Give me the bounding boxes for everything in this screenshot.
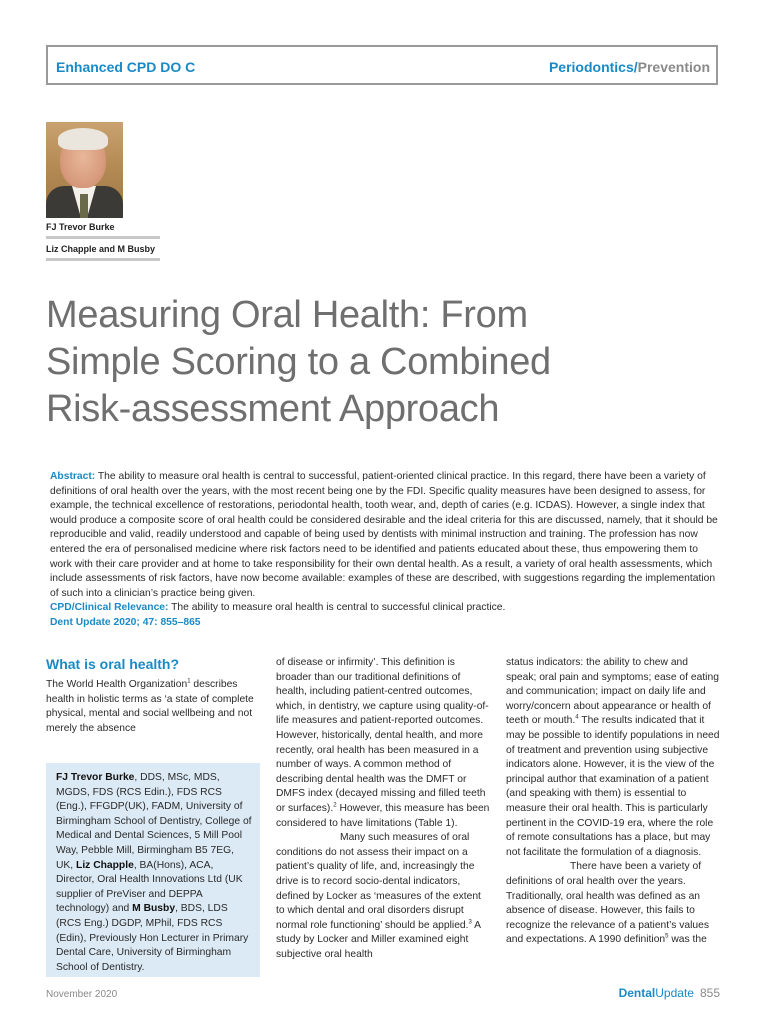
cpd-label: Enhanced CPD DO C (56, 59, 196, 75)
body-text: A study by Locker and Miller examined eight subjective oral health (276, 919, 481, 960)
author-name-primary: FJ Trevor Burke (46, 222, 115, 232)
title-line: Measuring Oral Health: From (46, 294, 528, 336)
body-text: status indicators: the ability to chew and speak; oral pain and symptoms; ease of eating and communication; impact on daily life and worry/concern about appearance or health of teeth or mouth. (506, 657, 719, 727)
reference-mark: 3 (468, 919, 472, 926)
bio-name: M Busby (132, 903, 176, 915)
body-text: Many such measures of oral conditions do not assess their impact on a patient’s quality of life, and, increasingly the drive is to record socio-dental indicators, defined by Locker as ‘measures of the extent to which dental and oral disorders disrupt normal role functioning’ should be applied. (276, 832, 481, 931)
body-text: The World Health Organization (46, 679, 188, 690)
column-2-text (276, 656, 490, 962)
issue-date: November 2020 (46, 989, 118, 1000)
article-title (46, 292, 726, 433)
body-text: of disease or infirmity’. This definition is broader than our traditional definitions of health, including patient-centred outcomes, which, in dentistry, we capture using quality-of-life measures and patient-reported outcomes. However, historically, dental health, and more recently, oral health has been measured in a number of ways. A common method of describing dental health was the DMFT or DMFS index (decayed missing and filled teeth or surfaces). (276, 657, 489, 814)
body-text: was the (668, 934, 707, 946)
abstract-label: Abstract: (50, 471, 96, 482)
title-line: Risk-assessment Approach (46, 388, 500, 430)
category-sub: Prevention (637, 59, 710, 75)
journal-name-regular: Update (655, 986, 694, 1000)
column-3-text (506, 656, 720, 948)
section-heading: What is oral health? (46, 656, 180, 672)
body-text: There have been a variety of definitions of oral health over the years. Traditionally, oral health was defined as an absence of disease. However, this fails to recognize the relevance of a patient’s values and expectations. A 1990 definition (506, 861, 710, 946)
journal-name-bold: Dental (618, 986, 656, 1000)
category-main: Periodontics (548, 59, 634, 75)
divider (46, 236, 160, 239)
title-line: Simple Scoring to a Combined (46, 341, 551, 383)
reference-mark: 2 (333, 802, 337, 809)
body-text: However, this measure has been considered to have limitations (Table 1). (276, 802, 490, 829)
column-1-text (46, 678, 258, 736)
body-text: describes health in holistic terms as ‘a state of complete physical, mental and social wellbeing and not merely the absence (46, 679, 254, 734)
reference-mark: 1 (187, 678, 191, 685)
author-names-secondary: Liz Chapple and M Busby (46, 244, 156, 254)
bio-name: FJ Trevor Burke (56, 772, 135, 783)
bio-text: , DDS, MSc, MDS, MGDS, FDS (RCS Edin.), FDS RCS (Eng.), FFGDP(UK), FADM, University of Birmingham School of Dentistry, College of Medical and Dental Sciences, 5 Mill Pool Way, Pebble Mill, Birmingham B5 7EG, UK, (56, 772, 252, 871)
bio-text: , BA(Hons), ACA, Director, Oral Health Innovations Ltd (UK supplier of PreViser and DEPPA technology) and (56, 859, 243, 915)
body-text: The results indicated that it may be possible to identify populations in need of treatment and prevention using subjective indicators alone. However, it is the view of the principal author that examination of a patient (and speaking with them) is essential to measure their oral health. This is particularly pertinent in the COVID-19 era, where the role of remote consultations has a place, but may not facilitate the formulation of a diagnosis. (506, 715, 720, 858)
reference-mark: 4 (575, 714, 579, 721)
category-separator: / (633, 59, 638, 75)
abstract (50, 470, 720, 631)
reference-mark: 5 (665, 933, 669, 940)
citation: Dent Update 2020; 47: 855–865 (50, 616, 201, 628)
abstract-text: The ability to measure oral health is central to successful, patient-oriented clinical practice. In this regard, there have been a variety of definitions of oral health over the years, with the most recent being one by the FDI. Specific quality measures have been designed to assess, for example, the technical excellence of restorations, periodontal health, tooth wear, and, depth of caries (e.g. ICDAS). However, a single index that would produce a composite score of oral health could be considered desirable and the ideal criteria for this are discussed, namely, that it should be reproducible and valid, readily understood and capable of being used by dentists with minimal instruction and training. The profession has now entered the era of personalised medicine where risk factors need to be identified and patients educated about these, thus empowering them to work with their care provider and at home to take responsibility for their own dental health. As a result, a variety of oral health assessments, which include assessments of risk factors, have now become available: examples of these are described, with suggestions regarding the implementation of such into a clinician’s practice being given. (50, 471, 718, 599)
author-photo (46, 122, 123, 218)
header-bar (46, 45, 718, 85)
page-number: 855 (699, 986, 720, 1000)
author-bio-box (46, 763, 260, 977)
cpd-relevance-label: CPD/Clinical Relevance: (50, 602, 169, 614)
bio-text: , BDS, LDS (RCS Eng.) DGDP, MPhil, FDS RCS (Edin), Previously Hon Lecturer in Primary Dental Care, University of Birmingham School of Dentistry. (56, 903, 249, 973)
bio-name: Liz Chapple (76, 859, 134, 871)
cpd-relevance-text: The ability to measure oral health is central to successful clinical practice. (168, 602, 506, 614)
section-category (549, 59, 710, 75)
journal-footer (619, 986, 720, 1000)
divider (46, 258, 160, 261)
